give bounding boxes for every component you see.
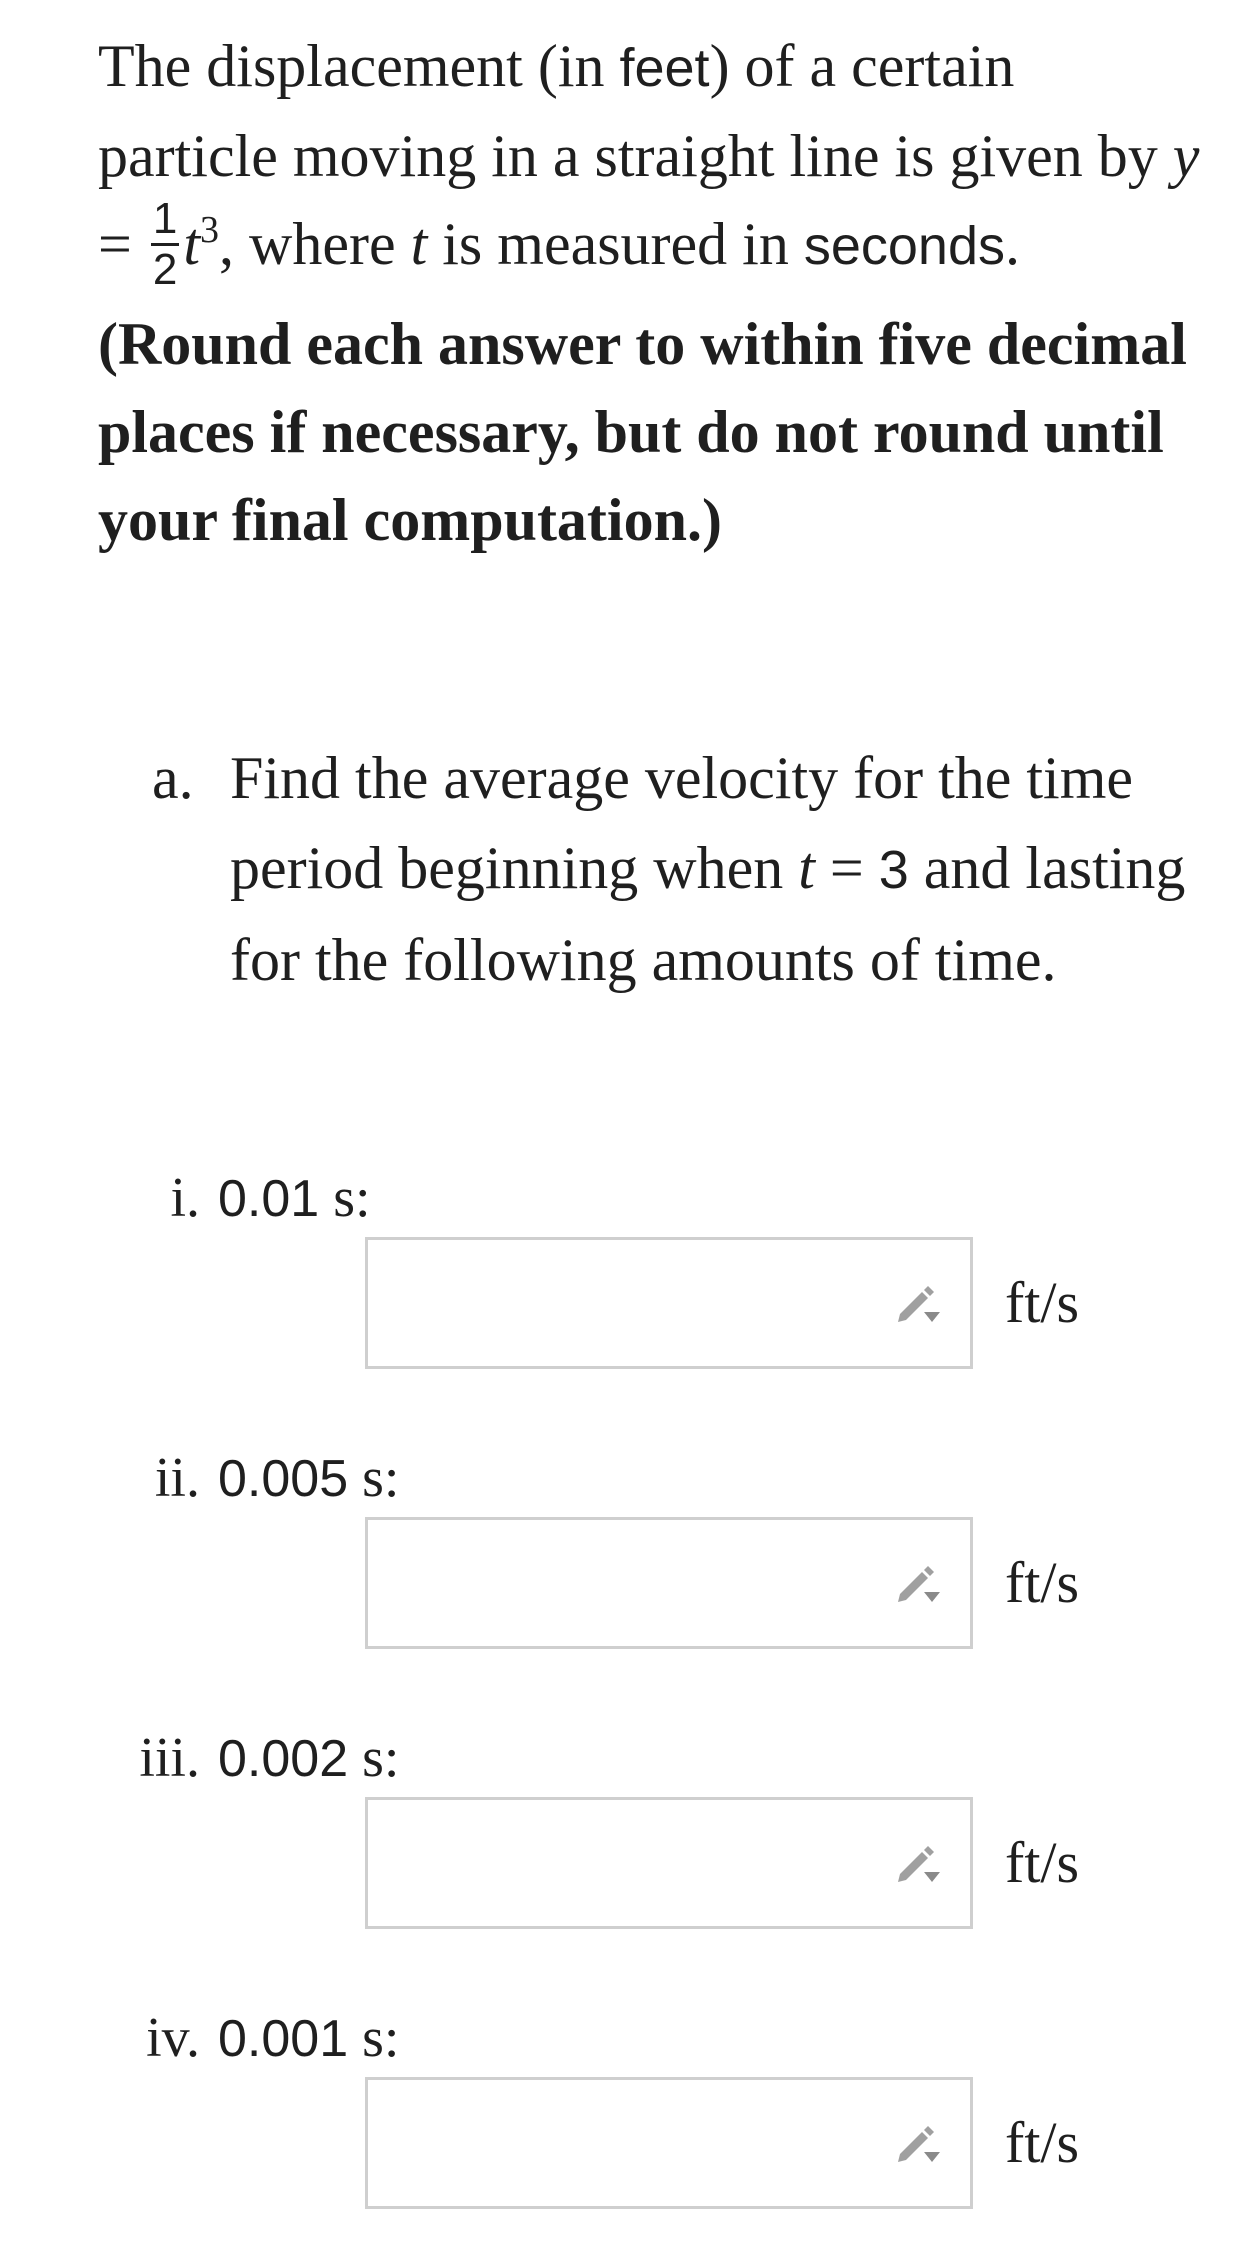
- fraction-one-half: [151, 195, 179, 294]
- unit-label-iii: ft/s: [1005, 1830, 1080, 1895]
- subpart-label-i: [0, 1163, 371, 1233]
- answer-input-i[interactable]: [368, 1240, 888, 1366]
- subpart-label-ii: [0, 1443, 400, 1513]
- equals-sign: =: [98, 211, 147, 277]
- answer-box-i[interactable]: [365, 1237, 973, 1369]
- var-t-2: t: [410, 211, 428, 277]
- seconds-label: s:: [348, 1727, 400, 1789]
- intro-text-5: .: [1004, 211, 1020, 277]
- pencil-dropdown-icon[interactable]: [892, 1282, 942, 1326]
- pencil-dropdown-icon[interactable]: [892, 1842, 942, 1886]
- var-y: y: [1172, 123, 1200, 189]
- seconds-label: s:: [319, 1167, 371, 1229]
- unit-label-i: ft/s: [1005, 1270, 1080, 1335]
- part-a-var-t: t: [798, 835, 815, 901]
- part-a-marker: a.: [152, 745, 194, 811]
- seconds-label: s:: [348, 1447, 400, 1509]
- part-a-text-2: and lasting for the following amounts of time.: [230, 835, 1186, 993]
- time-amount: 0.01: [218, 1170, 320, 1228]
- subpart-numeral: ii.: [154, 1447, 200, 1509]
- subpart-numeral: iii.: [139, 1727, 200, 1789]
- subpart-numeral: i.: [170, 1167, 200, 1229]
- problem-statement: [98, 22, 1208, 564]
- part-a-text-1: Find the average velocity for the time period beginning when: [230, 745, 1134, 901]
- intro-text-3: , where: [219, 211, 411, 277]
- seconds-label: s:: [348, 2007, 400, 2069]
- unit-feet: feet: [619, 38, 710, 98]
- subpart-label-iv: [0, 2003, 400, 2073]
- part-a-t-value: 3: [878, 840, 909, 900]
- subpart-numeral: iv.: [146, 2007, 200, 2069]
- var-t: t: [183, 211, 200, 277]
- answer-box-ii[interactable]: [365, 1517, 973, 1649]
- time-amount: 0.001: [218, 2010, 349, 2068]
- unit-seconds: seconds: [803, 216, 1005, 276]
- subpart-label-iii: [0, 1723, 400, 1793]
- intro-text-2: ) of a certain particle moving in a straight line is given by: [98, 33, 1173, 189]
- fraction-numerator: 1: [151, 195, 179, 246]
- answer-box-iii[interactable]: [365, 1797, 973, 1929]
- intro-text-4: is measured in: [427, 211, 804, 277]
- rounding-instruction: (Round each answer to within five decimal places if necessary, but do not round until your final computation.): [98, 310, 1187, 553]
- time-amount: 0.005: [218, 1450, 349, 1508]
- exponent: 3: [200, 209, 219, 251]
- unit-label-ii: ft/s: [1005, 1550, 1080, 1615]
- pencil-dropdown-icon[interactable]: [892, 1562, 942, 1606]
- pencil-dropdown-icon[interactable]: [892, 2122, 942, 2166]
- answer-input-ii[interactable]: [368, 1520, 888, 1646]
- answer-input-iii[interactable]: [368, 1800, 888, 1926]
- part-a-equals: =: [814, 835, 879, 901]
- answer-box-iv[interactable]: [365, 2077, 973, 2209]
- fraction-denominator: 2: [152, 244, 178, 294]
- time-amount: 0.002: [218, 1730, 349, 1788]
- part-a-question: [230, 733, 1210, 1005]
- answer-input-iv[interactable]: [368, 2080, 888, 2206]
- unit-label-iv: ft/s: [1005, 2110, 1080, 2175]
- intro-text-1: The displacement (in: [98, 33, 620, 99]
